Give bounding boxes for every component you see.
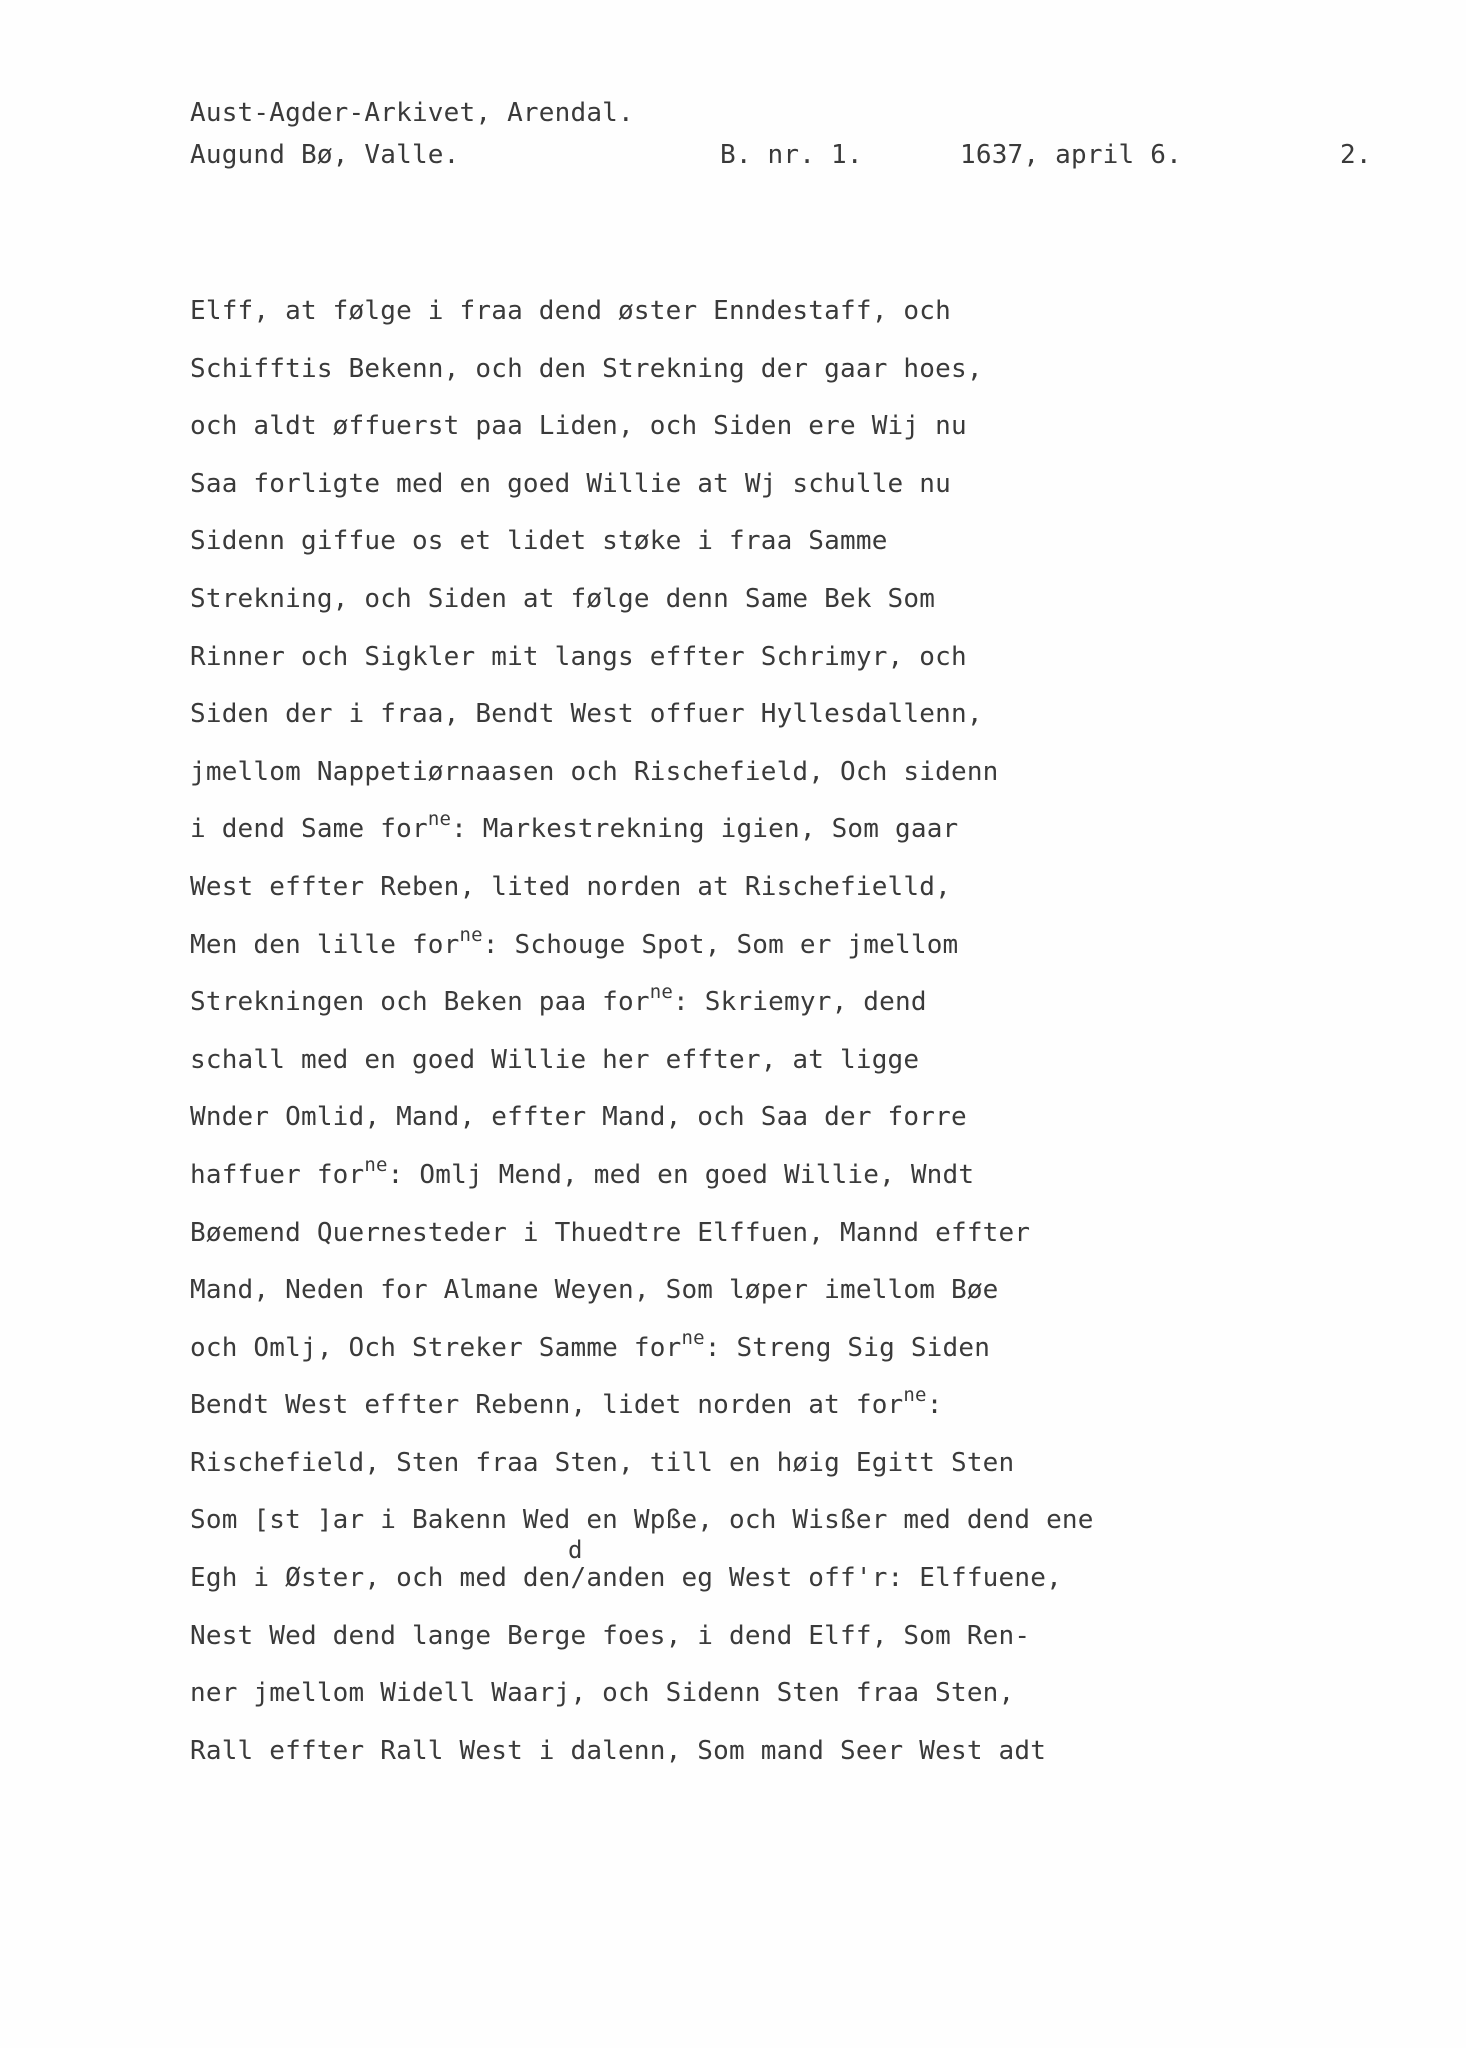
text-line [190, 981, 1390, 1045]
text-line [190, 469, 1390, 527]
text-line [190, 1736, 1390, 1794]
line-text: Strekningen och Beken paa for [190, 987, 650, 1018]
transcription-body [190, 296, 1390, 1793]
record-number: B. nr. 1. [720, 140, 863, 170]
text-line [190, 1045, 1390, 1103]
line-text: i dend Same for [190, 814, 428, 845]
line-text: Bendt West effter Rebenn, lidet norden at for [190, 1390, 904, 1421]
text-line [190, 757, 1390, 815]
text-line [190, 1678, 1390, 1736]
text-line [190, 872, 1390, 930]
superscript-abbrev: ne [364, 1153, 388, 1176]
superscript-abbrev: ne [427, 808, 452, 831]
line-text: Rinner och Sigkler mit langs effter Schrimyr, och [190, 641, 967, 672]
line-text: Siden der i fraa, Bendt West offuer Hyllesdallenn, [190, 699, 983, 730]
superscript-abbrev: ne [649, 981, 674, 1004]
interlinear-insertion: d [568, 1536, 583, 1565]
line-text: Elff, at følge i fraa dend øster Enndestaff, och [190, 296, 951, 326]
text-line [190, 1384, 1390, 1448]
text-line [190, 584, 1390, 642]
text-line [190, 1275, 1390, 1333]
line-text: Egh i Øster, och med den/anden eg West off'r: Elffuene, [190, 1563, 1062, 1594]
line-text: Mand, Neden for Almane Weyen, Som løper imellom Bøe [190, 1275, 999, 1306]
line-text-continued: : Streng Sig Siden [704, 1332, 991, 1363]
line-text: Strekning, och Siden at følge denn Same Bek Som [190, 583, 936, 614]
text-line [190, 411, 1390, 469]
page-number: 2. [1340, 140, 1372, 170]
superscript-abbrev: ne [903, 1384, 927, 1407]
line-text: schall med en goed Willie her effter, at ligge [190, 1044, 920, 1075]
line-text: Sidenn giffue os et lidet støke i fraa Samme [190, 526, 888, 557]
text-line [190, 1102, 1390, 1160]
line-text-continued: : [926, 1390, 943, 1421]
line-text: haffuer for [190, 1159, 365, 1190]
line-text: Saa forligte med en goed Willie at Wj schulle nu [190, 468, 951, 499]
line-text: Rischefield, Sten fraa Sten, till en høig Egitt Sten [190, 1447, 1015, 1478]
line-text: Som [st ]ar i Bakenn Wed en Wpße, och Wisßer med dend ene [190, 1505, 1094, 1536]
line-text-continued: : Skriemyr, dend [673, 987, 927, 1018]
text-line [190, 699, 1390, 757]
line-text-continued: : Markestrekning igien, Som gaar [451, 814, 959, 845]
line-text: jmellom Nappetiørnaasen och Rischefield, Och sidenn [190, 756, 999, 787]
archive-header: Aust-Agder-Arkivet, Arendal. [190, 98, 634, 128]
record-name: Augund Bø, Valle. [190, 140, 460, 170]
line-text: och Omlj, Och Streker Samme for [190, 1332, 682, 1363]
text-line [190, 1153, 1390, 1218]
text-line [190, 1621, 1390, 1679]
line-text: Nest Wed dend lange Berge foes, i dend Elff, Som Ren- [190, 1620, 1031, 1651]
line-text: Schifftis Bekenn, och den Strekning der gaar hoes, [190, 353, 983, 384]
record-date: 1637, april 6. [960, 140, 1182, 170]
text-line [190, 1326, 1390, 1391]
text-line [190, 923, 1390, 988]
superscript-abbrev: ne [681, 1326, 705, 1349]
line-text: Men den lille for [190, 929, 460, 960]
text-line [190, 354, 1390, 412]
text-line [190, 296, 1390, 354]
text-line [190, 642, 1390, 700]
text-line [190, 1218, 1390, 1276]
line-text: Wnder Omlid, Mand, effter Mand, och Saa der forre [190, 1102, 967, 1133]
text-line [190, 808, 1390, 872]
line-text: West effter Reben, lited norden at Rischefielld, [190, 871, 951, 902]
text-line [190, 1505, 1390, 1563]
line-text-continued: : Schouge Spot, Som er jmellom [482, 929, 959, 960]
text-line [190, 526, 1390, 584]
line-text: ner jmellom Widell Waarj, och Sidenn Sten fraa Sten, [190, 1678, 1015, 1709]
line-text: Rall effter Rall West i dalenn, Som mand Seer West adt [190, 1735, 1047, 1766]
text-line [190, 1448, 1390, 1506]
line-text: Bøemend Quernesteder i Thuedtre Elffuen, Mannd effter [190, 1217, 1031, 1248]
line-text: och aldt øffuerst paa Liden, och Siden ere Wij nu [190, 411, 967, 442]
text-line [190, 1536, 1390, 1621]
superscript-abbrev: ne [459, 923, 483, 946]
line-text-continued: : Omlj Mend, med en goed Willie, Wndt [387, 1159, 975, 1190]
